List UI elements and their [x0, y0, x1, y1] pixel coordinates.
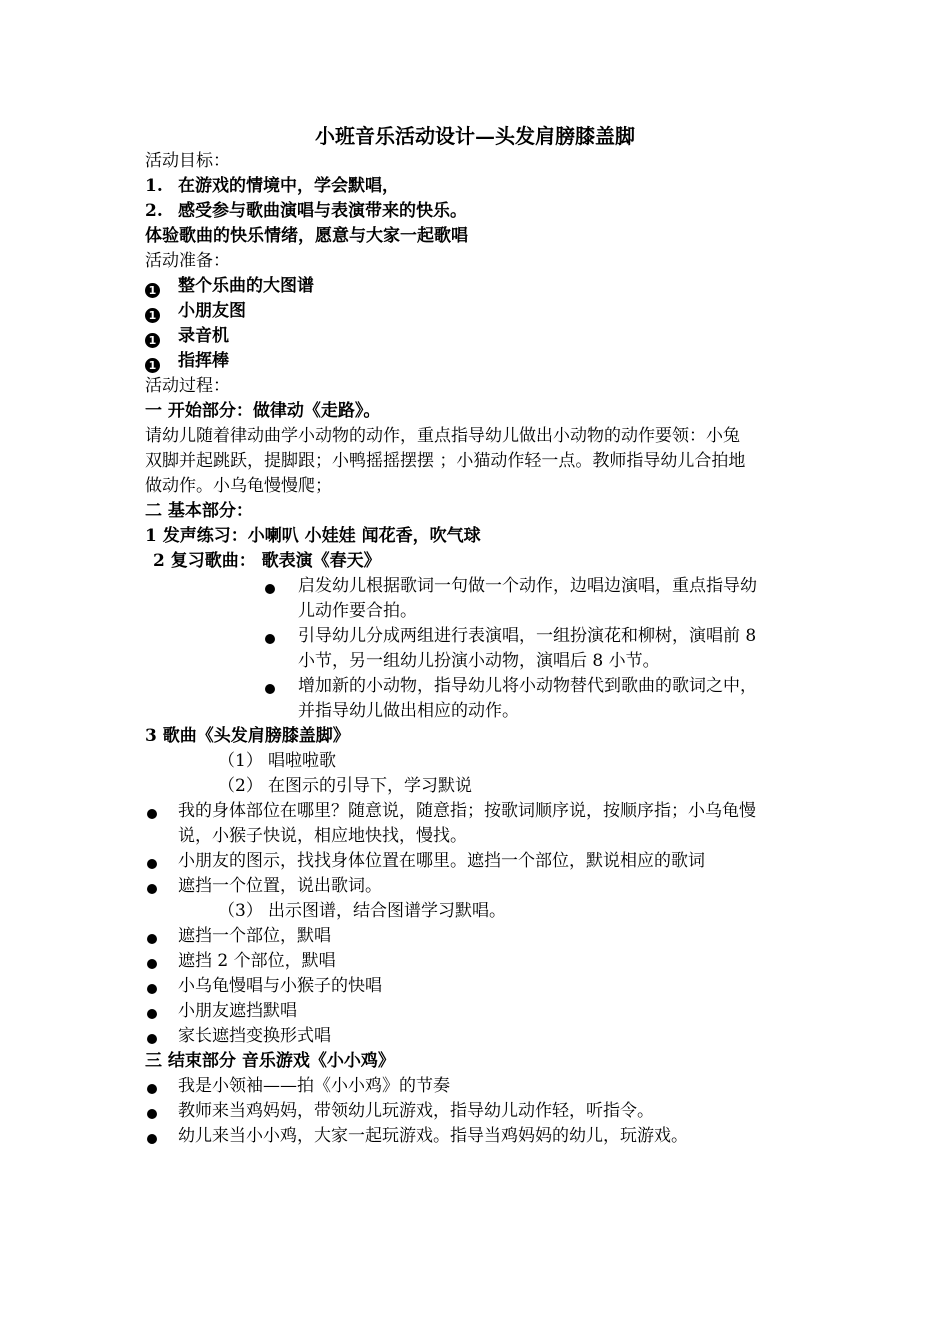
prep-item-3: 录音机 — [178, 326, 229, 346]
part3-heading: 三 结束部分 音乐游戏《小小鸡》 — [145, 1051, 395, 1071]
part1-heading: 一 开始部分：做律动《走路》。 — [145, 401, 381, 421]
goal-text-1: 在游戏的情境中，学会默唱， — [178, 176, 399, 196]
s3-number: （3） — [218, 901, 263, 921]
part1-line-1: 请幼儿随着律动曲学小动物的动作，重点指导幼儿做出小动物的动作要领：小兔 — [145, 426, 740, 446]
prep-item-4: 指挥棒 — [178, 351, 229, 371]
goals-heading: 活动目标： — [145, 151, 230, 171]
bullet-icon — [147, 927, 157, 951]
s3-item-4: 小朋友遮挡默唱 — [178, 1001, 297, 1021]
part1-line-2: 双脚并起跳跃，提脚跟；小鸭摇摇摆摆 ；小猫动作轻一点。教师指导幼儿合拍地 — [145, 451, 746, 471]
s1-number: （1） — [218, 751, 263, 771]
s2-text: 在图示的引导下，学习默说 — [268, 776, 472, 796]
numbered-bullet-icon: 1 — [145, 352, 160, 376]
bullet-icon — [265, 677, 275, 701]
part2-sub2: 2 复习歌曲： 歌表演《春天》 — [153, 551, 381, 571]
part2-sub1: 1 发声练习：小喇叭 小娃娃 闻花香，吹气球 — [145, 526, 481, 546]
s3-item-1: 遮挡一个部位，默唱 — [178, 926, 331, 946]
bullet-icon — [147, 877, 157, 901]
goal-extra: 体验歌曲的快乐情绪，愿意与大家一起歌唱 — [145, 226, 468, 246]
part1-line-3: 做动作。小乌龟慢慢爬； — [145, 476, 332, 496]
prep-heading: 活动准备： — [145, 251, 230, 271]
s2-item-2: 小朋友的图示，找找身体位置在哪里。遮挡一个部位，默说相应的歌词 — [178, 851, 705, 871]
bullet-icon — [147, 952, 157, 976]
bullet-icon — [147, 1002, 157, 1026]
part2-heading: 二 基本部分： — [145, 501, 253, 521]
part3-item-1: 我是小领袖——拍《小小鸡》的节奏 — [178, 1076, 450, 1096]
s2-item-1-line-1: 我的身体部位在哪里？随意说，随意指；按歌词顺序说，按顺序指；小乌龟慢 — [178, 801, 756, 821]
numbered-bullet-icon: 1 — [145, 277, 160, 301]
s1-text: 唱啦啦歌 — [268, 751, 336, 771]
prep-item-1: 整个乐曲的大图谱 — [178, 276, 314, 296]
prep-item-2: 小朋友图 — [178, 301, 246, 321]
part2-sub3: 3 歌曲《头发肩膀膝盖脚》 — [145, 726, 350, 746]
sub2-item-1-line-2: 儿动作要合拍。 — [298, 601, 417, 621]
sub2-item-2-line-1: 引导幼儿分成两组进行表演唱，一组扮演花和柳树，演唱前 8 — [298, 626, 757, 646]
numbered-bullet-icon: 1 — [145, 302, 160, 326]
bullet-icon — [147, 852, 157, 876]
sub2-item-1-line-1: 启发幼儿根据歌词一句做一个动作，边唱边演唱，重点指导幼 — [298, 576, 757, 596]
sub2-item-3-line-2: 并指导幼儿做出相应的动作。 — [298, 701, 519, 721]
s3-text: 出示图谱，结合图谱学习默唱。 — [268, 901, 506, 921]
sub2-item-3-line-1: 增加新的小动物，指导幼儿将小动物替代到歌曲的歌词之中， — [298, 676, 757, 696]
bullet-icon — [147, 977, 157, 1001]
goal-number-1: 1. — [145, 176, 163, 196]
goal-text-2: 感受参与歌曲演唱与表演带来的快乐。 — [178, 201, 467, 221]
process-heading: 活动过程： — [145, 376, 230, 396]
s3-item-3: 小乌龟慢唱与小猴子的快唱 — [178, 976, 382, 996]
numbered-bullet-icon: 1 — [145, 327, 160, 351]
document-title: 小班音乐活动设计—头发肩膀膝盖脚 — [315, 124, 635, 148]
s3-item-2: 遮挡 2 个部位，默唱 — [178, 951, 336, 971]
goal-number-2: 2. — [145, 201, 163, 221]
part3-item-2: 教师来当鸡妈妈，带领幼儿玩游戏，指导幼儿动作轻，听指令。 — [178, 1101, 654, 1121]
bullet-icon — [265, 627, 275, 651]
part3-item-3: 幼儿来当小小鸡，大家一起玩游戏。指导当鸡妈妈的幼儿，玩游戏。 — [178, 1126, 688, 1146]
s2-item-3: 遮挡一个位置，说出歌词。 — [178, 876, 382, 896]
bullet-icon — [147, 1102, 157, 1126]
bullet-icon — [147, 1127, 157, 1151]
sub2-item-2-line-2: 小节，另一组幼儿扮演小动物，演唱后 8 小节。 — [298, 651, 660, 671]
s2-number: （2） — [218, 776, 263, 796]
bullet-icon — [265, 577, 275, 601]
s3-item-5: 家长遮挡变换形式唱 — [178, 1026, 331, 1046]
s2-item-1-line-2: 说，小猴子快说，相应地快找，慢找。 — [178, 826, 467, 846]
bullet-icon — [147, 1077, 157, 1101]
bullet-icon — [147, 802, 157, 826]
bullet-icon — [147, 1027, 157, 1051]
